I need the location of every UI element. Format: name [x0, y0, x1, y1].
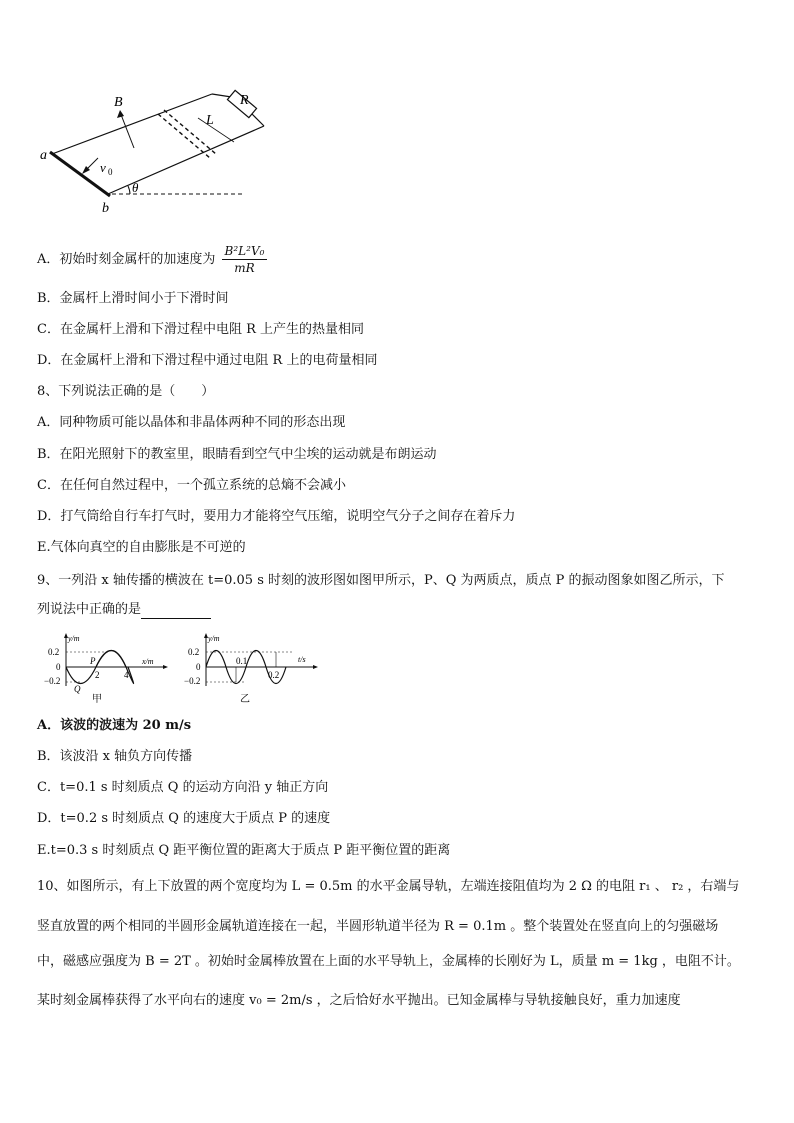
label-R: R [240, 93, 249, 108]
jia-point-q: Q [74, 684, 81, 694]
fraction-numerator: B²L²V₀ [222, 243, 268, 260]
yi-xlabel: t/s [298, 655, 306, 664]
q9-stem-line2 [37, 601, 211, 619]
jia-caption: 甲 [92, 694, 102, 704]
jia-point-p: P [90, 656, 96, 666]
label-b: b [102, 201, 109, 216]
q8-stem: 8、下列说法正确的是（ ） [37, 384, 215, 399]
q8-option-c: C．在任何自然过程中，一个孤立系统的总熵不会减小 [37, 478, 346, 493]
q9-option-e: E.t=0.3 s 时刻质点 Q 距平衡位置的距离大于质点 P 距平衡位置的距离 [37, 843, 451, 858]
acceleration-fraction [222, 243, 268, 276]
fraction-denominator: mR [234, 261, 255, 275]
inclined-rail-figure [38, 88, 268, 216]
q7-option-c: C．在金属杆上滑和下滑过程中电阻 R 上产生的热量相同 [37, 322, 364, 337]
jia-xlabel: x/m [142, 657, 154, 666]
jia-ytick-top: 0.2 [48, 647, 60, 657]
yi-caption: 乙 [240, 694, 250, 704]
jia-xtick-4: 4 [124, 670, 129, 680]
q9-option-d: D．t=0.2 s 时刻质点 Q 的速度大于质点 P 的速度 [37, 811, 331, 826]
yi-xtick-01: 0.1 [236, 656, 248, 666]
label-v0: v [100, 160, 106, 175]
jia-xtick-2: 2 [95, 670, 100, 680]
yi-xtick-02: 0.2 [268, 670, 280, 680]
yi-ytick-zero: 0 [196, 662, 201, 672]
q8-option-b: B．在阳光照射下的教室里，眼睛看到空气中尘埃的运动就是布朗运动 [37, 447, 437, 462]
jia-ytick-bottom: −0.2 [44, 676, 61, 686]
q7-option-a [37, 243, 267, 276]
q10-line2: 竖直放置的两个相同的半圆形金属轨道连接在一起，半圆形轨道半径为 R = 0.1m 。整个装置处在竖直向上的匀强磁场 [37, 919, 719, 934]
q9-option-b: B．该波沿 x 轴负方向传播 [37, 749, 193, 764]
q10-line4: 某时刻金属棒获得了水平向右的速度 v₀ = 2m/s ，之后恰好水平抛出。已知金属棒与导轨接触良好，重力加速度 [37, 993, 681, 1008]
jia-ylabel: y/m [68, 634, 80, 643]
vibration-graph-yi [184, 632, 324, 704]
q7-option-a-text: A．初始时刻金属杆的加速度为 [37, 252, 216, 267]
q9-stem-line2-text: 列说法中正确的是 [37, 602, 142, 617]
yi-ytick-bottom: −0.2 [184, 676, 201, 686]
label-theta: θ [132, 180, 139, 195]
q7-option-d: D．在金属杆上滑和下滑过程中通过电阻 R 上的电荷量相同 [37, 353, 378, 368]
q9-stem-line1: 9、一列沿 x 轴传播的横波在 t=0.05 s 时刻的波形图如图甲所示，P、Q 为两质点，质点 P 的振动图象如图乙所示，下 [37, 573, 725, 588]
q8-option-a: A．同种物质可能以晶体和非晶体两种不同的形态出现 [37, 415, 346, 430]
q7-option-b: B．金属杆上滑时间小于下滑时间 [37, 291, 229, 306]
label-a: a [40, 148, 47, 163]
yi-ytick-top: 0.2 [188, 647, 200, 657]
label-B: B [114, 95, 123, 110]
label-v0-sub: 0 [108, 167, 113, 177]
wave-graph-jia [44, 632, 174, 704]
q8-option-e: E.气体向真空的自由膨胀是不可逆的 [37, 540, 246, 555]
q9-option-a: A．该波的波速为 20 m/s [37, 718, 192, 733]
label-L: L [206, 113, 214, 128]
jia-ytick-zero: 0 [56, 662, 61, 672]
q8-option-d: D．打气筒给自行车打气时，要用力才能将空气压缩，说明空气分子之间存在着斥力 [37, 509, 516, 524]
q10-line3: 中，磁感应强度为 B = 2T 。初始时金属棒放置在上面的水平导轨上，金属棒的长刚好为 L，质量 m = 1kg ，电阻不计。 [37, 954, 740, 969]
yi-ylabel: y/m [208, 634, 220, 643]
answer-blank [141, 604, 211, 619]
q9-option-c: C．t=0.1 s 时刻质点 Q 的运动方向沿 y 轴正方向 [37, 780, 329, 795]
q10-line1: 10、如图所示，有上下放置的两个宽度均为 L = 0.5m 的水平金属导轨，左端连接阻值均为 2 Ω 的电阻 r₁ 、 r₂ ，右端与 [37, 879, 740, 894]
